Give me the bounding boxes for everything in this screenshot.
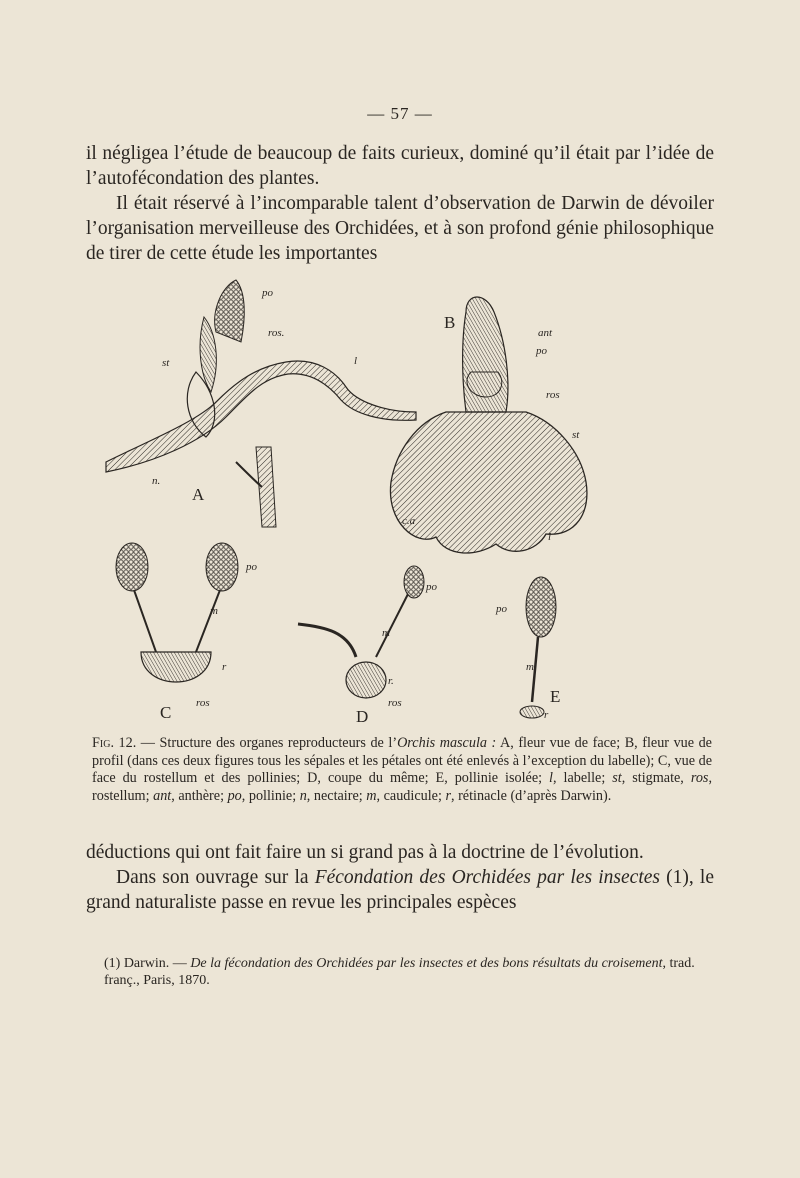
footnote	[104, 955, 716, 989]
orchid-illustration	[86, 272, 714, 732]
annotation-a-po: po	[262, 287, 273, 299]
annotation-c-po: po	[246, 561, 257, 573]
caption-abbrev: l	[549, 770, 553, 786]
annotation-a-n: n.	[152, 475, 161, 487]
caption-abbrev: ros	[690, 770, 709, 786]
caption-fig-number: Fig. 12.	[92, 735, 137, 751]
caption-text: A, fleur vue de face; B, fleur vue de profil (dans ces deux figures tous les sépales et les pétales ont été enlevés à l’exception du labelle); C, vue de face du rostellum et des pollinies; D, coupe du même; E, pollinie isolée;	[92, 735, 712, 786]
annotation-b-st: st	[572, 429, 580, 441]
annotation-e-m: m	[526, 661, 534, 673]
annotation-d-m: m	[382, 627, 390, 639]
footnote-title: De la fécondation des Orchidées par les insectes et des bons résultats du croisement	[190, 956, 663, 971]
paragraph-text: (1), le grand naturaliste passe en revue les principales espèces	[86, 867, 715, 913]
footnote-text: , trad. franç., Paris, 1870.	[104, 956, 695, 988]
caption-abbrev: n	[299, 787, 307, 804]
paragraph-darwin: Il était réservé à l’incomparable talent d’observation de Darwin de dévoiler l’organisation merveilleuse des Orchidées, et à son profond génie philosophique de tirer de cette étude les importantes	[86, 193, 714, 264]
top-text-block	[86, 141, 714, 266]
bottom-text-block	[86, 840, 714, 915]
annotation-d-po: po	[426, 581, 437, 593]
panel-b-drawing	[390, 297, 587, 553]
annotation-b-po: po	[536, 345, 547, 357]
panel-label-c: C	[160, 703, 172, 722]
panel-c-drawing	[116, 543, 238, 682]
annotation-c-r: r	[222, 661, 227, 673]
panel-label-d: D	[356, 707, 369, 726]
annotation-d-r: r.	[388, 675, 394, 687]
caption-abbrev: m	[366, 787, 377, 804]
panel-label-b: B	[444, 313, 456, 332]
book-title: Fécondation des Orchidées par les insectes	[314, 867, 660, 888]
page-number: — 57 —	[367, 104, 433, 123]
annotation-a-l: l	[354, 355, 358, 367]
annotation-c-m: m	[210, 605, 218, 617]
caption-abbrev: st	[612, 770, 622, 786]
paragraph-deductions: déductions qui ont fait faire un si grand pas à la doctrine de l’évolution.	[86, 842, 644, 863]
annotation-b-ros: ros	[546, 389, 560, 401]
annotation-e-r: r	[544, 709, 549, 721]
caption-text: , pollinie;	[241, 787, 300, 804]
figure-caption	[92, 735, 712, 805]
paragraph-continued: il négligea l’étude de beaucoup de faits curieux, dominé qu’il était par l’idée de l’autofécondation des plantes.	[86, 143, 714, 189]
caption-abbrev: po	[227, 787, 242, 804]
panel-label-a: A	[192, 485, 205, 504]
caption-species: Orchis mascula :	[397, 735, 497, 751]
caption-text: , caudicule;	[376, 787, 446, 804]
panel-a-drawing	[106, 280, 416, 527]
caption-text: , labelle;	[553, 770, 613, 786]
annotation-a-ros: ros.	[268, 327, 285, 339]
caption-text: , nectaire;	[306, 787, 367, 804]
paragraph-ouvrage	[86, 865, 714, 915]
annotation-a-st: st	[162, 357, 170, 369]
annotation-b-ca: c.a	[402, 515, 416, 527]
caption-abbrev: r	[445, 787, 451, 804]
annotation-b-ant: ant	[538, 327, 553, 339]
caption-text: , anthère;	[171, 787, 228, 804]
footnote-text: (1) Darwin. —	[104, 956, 191, 971]
annotation-d-ros: ros	[388, 697, 402, 709]
annotation-e-po: po	[496, 603, 507, 615]
panel-label-e: E	[550, 687, 561, 706]
caption-text: , stigmate,	[621, 770, 691, 786]
caption-abbrev: ant	[153, 787, 172, 804]
caption-text: , rétinacle (d’après Darwin).	[450, 787, 612, 804]
paragraph-text: Dans son ouvrage sur la	[116, 867, 315, 888]
panel-d-drawing	[298, 566, 424, 698]
caption-text: — Structure des organes reproducteurs de l’	[136, 735, 398, 751]
annotation-c-ros: ros	[196, 697, 210, 709]
caption-text: , rostellum;	[92, 770, 712, 804]
annotation-b-l: l	[548, 531, 552, 543]
orchid-figure	[86, 272, 714, 732]
